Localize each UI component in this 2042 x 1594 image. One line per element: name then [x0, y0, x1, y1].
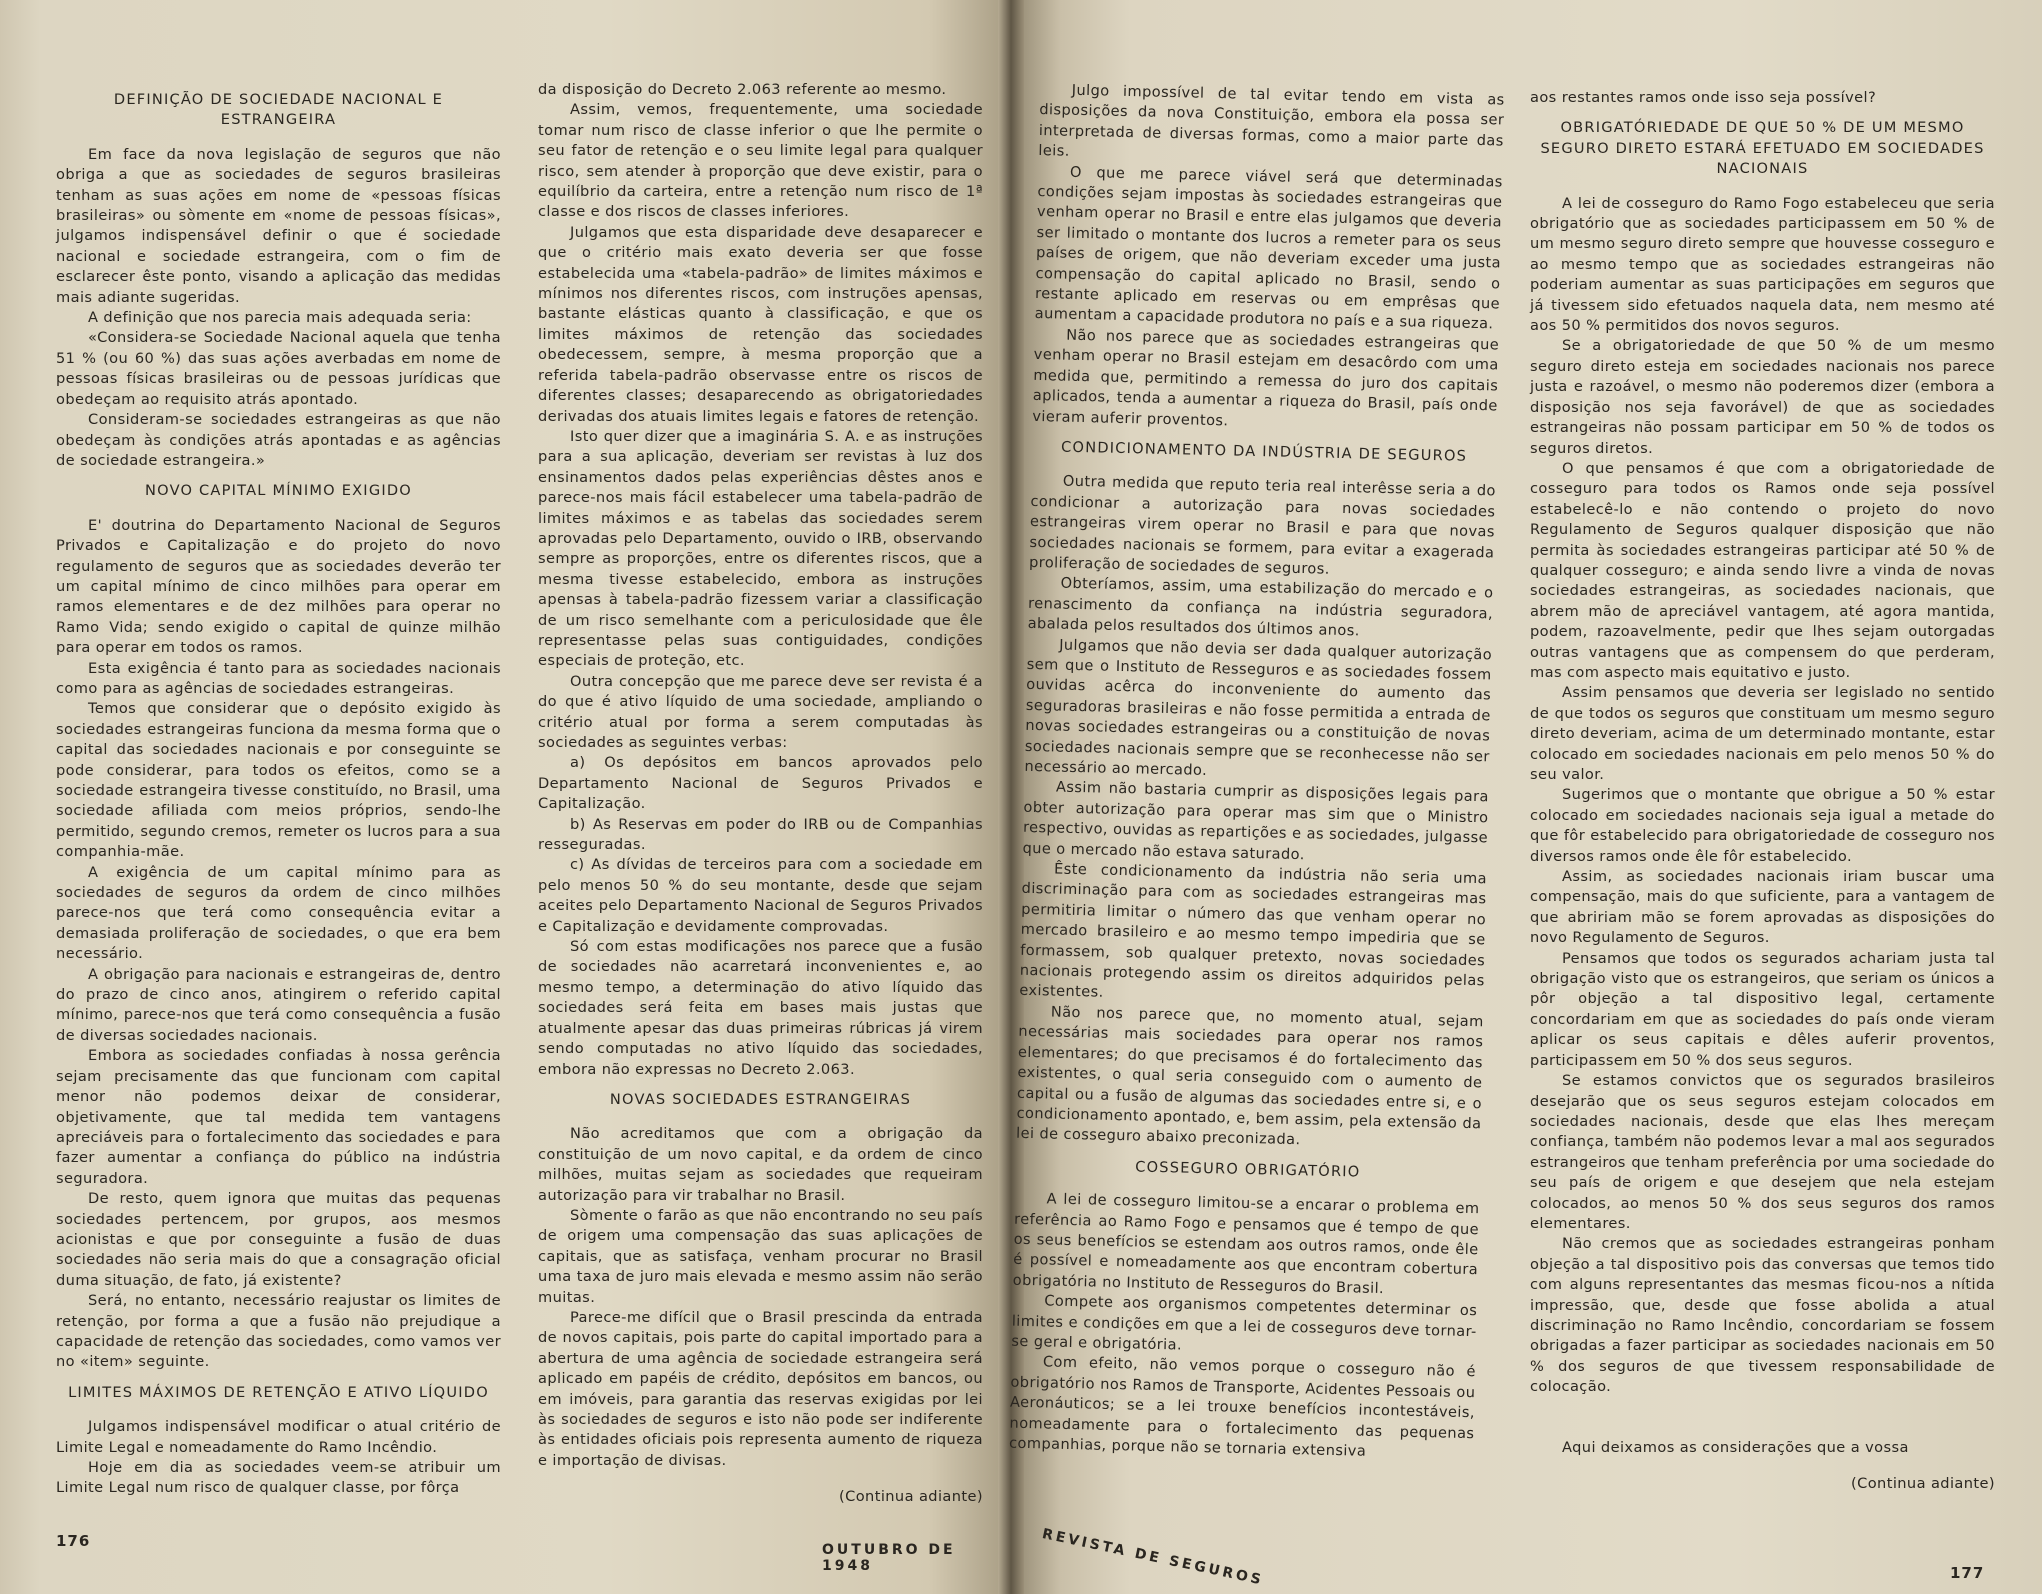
paragraph: Julgamos que não devia ser dada qualquer autorização sem que o Instituto de Resseguros e as sociedades fossem ouvidas acêrca do inconveniente do aumento das seguradoras brasileiras e não fosse permitida a entrada de novas sociedades estrangeiras ou a constituição de novas sociedades nacionais sempre que se reconhecesse não ser necessário ao mercado. — [1024, 636, 1493, 779]
page-number-right: 177 — [1950, 1564, 1985, 1582]
paragraph: Compete aos organismos competentes determinar os limites e condições em que a lei de cosseguros deve tornar-se geral e obrigatória. — [1011, 1292, 1478, 1354]
paragraph: Sugerimos que o montante que obrigue a 50 % estar colocado em sociedades nacionais seja igual a metade do que fôr estabelecido para obrigatoriedade de cosseguro nos diversos ramos onde êle fôr estabelecido. — [1530, 786, 1995, 865]
left-page — [0, 0, 1010, 1594]
paragraph: Obteríamos, assim, uma estabilização do mercado e o renascimento da confiança na indústria seguradora, abalada pelos resultados dos últimos anos. — [1027, 574, 1494, 640]
paragraph: Em face da nova legislação de seguros que não obriga a que as sociedades de seguros brasileiras tenham as suas ações em nome de «pessoas físicas brasileiras» ou sòmente em «nome de pessoas físicas», julgamos indispensável definir o que é sociedade nacional e sociedade estrangeira, com o fim de esclarecer êste ponto, visando a aplicação das medidas mais adiante sugeridas. — [56, 145, 501, 306]
paragraph: Embora as sociedades confiadas à nossa gerência sejam precisamente das que funcionam com capital menor não podemos deixar de considerar, objetivamente, que tal medida tem vantagens apreciáveis para o fortalecimento das sociedades e para fazer aumentar a confiança do público na indústria seguradora. — [56, 1047, 501, 1187]
paragraph: Outra concepção que me parece deve ser revista é a do que é ativo líquido de uma sociedade, ampliando o critério atual por forma a serem computadas às sociedades as seguintes verbas: — [538, 672, 983, 751]
paragraph: b) As Reservas em poder do IRB ou de Companhias resseguradas. — [538, 815, 983, 854]
section-heading: COSSEGURO OBRIGATÓRIO — [1135, 1158, 1361, 1181]
continued-note: (Continua adiante) — [839, 1488, 983, 1506]
paragraph: Se estamos convictos que os segurados brasileiros desejarão que os seus seguros estejam colocados em sociedades nacionais, desde que elas lhes mereçam confiança, também não podemos levar a mal aos segurados estrangeiros que tenham preferência por uma sociedade do seu país de origem e que desejem que nela estejam colocados, ao menos 50 % dos seus seguros dos ramos elementares. — [1530, 1072, 1995, 1232]
section-heading: CONDICIONAMENTO DA INDÚSTRIA DE SEGUROS — [1060, 438, 1468, 465]
paragraph: A obrigação para nacionais e estrangeiras de, dentro do prazo de cinco anos, atingirem o referido capital mínimo, parece-nos que terá como consequência a fusão de diversas sociedades nacionais. — [56, 965, 501, 1044]
paragraph: Temos que considerar que o depósito exigido às sociedades estrangeiras funciona da mesma forma que o capital das sociedades nacionais e por conseguinte se pode considerar, para todos os efeitos, como se a sociedade estrangeira tivesse constituído, no Brasil, uma sociedade afiliada com meios próprios, sendo-lhe permitido, segundo cremos, remeter os lucros para a sua companhia-mãe. — [56, 700, 501, 861]
paragraph: Não cremos que as sociedades estrangeiras ponham objeção a tal dispositivo pois das conversas que temos tido com alguns representantes das mesmas ficou-nos a nítida impressão, que, desde que fosse abolida a atual discriminação no Ramo Incêndio, concordariam se fossem obrigadas a fazer participar as sociedades nacionais em 50 % dos seguros de que tivessem responsabilidade de colocação. — [1530, 1235, 1995, 1396]
paragraph: Êste condicionamento da indústria não seria uma discriminação para com as sociedades estrangeiras mas permitiria limitar o número das que venham operar no mercado brasileiro e ao mesmo tempo impediria que se formassem, sob qualquer pretexto, novas sociedades nacionais protegendo assim os direitos adquiridos pelas existentes. — [1019, 860, 1488, 1002]
paragraph: A lei de cosseguro limitou-se a encarar o problema em referência ao Ramo Fogo e pensamos que é tempo de que os seus benefícios se estendam aos outros ramos, onde êle é possível e nomeadamente aos que encontram cobertura obrigatória no Instituto de Resseguros do Brasil. — [1012, 1190, 1480, 1297]
paragraph: Julgo impossível de tal evitar tendo em vista as disposições da nova Constituição, embora ela possa ser interpretada de diversas formas, como a maior parte das leis. — [1038, 81, 1505, 160]
paragraph: Outra medida que reputo teria real interêsse seria a do condicionar a autorização para novas sociedades estrangeiras virem operar no Brasil e para que novas sociedades nacionais se formem, para evitar a exagerada proliferação de sociedades de seguros. — [1028, 472, 1496, 578]
spacer — [1530, 1398, 1995, 1438]
paragraph: Não acreditamos que com a obrigação da constituição de um novo capital, e da ordem de cinco milhões, muitas sejam as sociedades que requeiram autorização para vir trabalhar no Brasil. — [538, 1125, 983, 1204]
page-number-left: 176 — [56, 1532, 91, 1550]
section-heading: NOVAS SOCIEDADES ESTRANGEIRAS — [609, 1090, 912, 1108]
paragraph: Julgamos indispensável modificar o atual critério de Limite Legal e nomeadamente do Ramo Incêndio. — [56, 1418, 501, 1456]
paragraph: A exigência de um capital mínimo para as sociedades de seguros da ordem de cinco milhões parece-nos que terá como consequência evitar a demasiada proliferação de sociedades, o que era bem necessário. — [56, 863, 501, 963]
paragraph: Com efeito, não vemos porque o cosseguro não é obrigatório nos Ramos de Transporte, Acidentes Pessoais ou Aeronáuticos; se a lei trouxe benefícios incontestáveis, nomeadamente para o fortalecimento das pequenas companhias, porque não se tornaria extensiva — [1008, 1353, 1476, 1460]
paragraph: De resto, quem ignora que muitas das pequenas sociedades pertencem, por grupos, aos mesmos acionistas e que por conseguinte a fusão de duas sociedades não seria mais do que a consagração oficial duma situação, de fato, já existente? — [56, 1190, 501, 1289]
paragraph: Julgamos que esta disparidade deve desaparecer e que o critério mais exato deveria ser que fosse estabelecida uma «tabela-padrão» de limites máximos e mínimos nos diferentes riscos, com instruções apensas, bastante elásticas quanto à classificação, e que os limites máximos de retenção das sociedades obedecessem, sempre, à mesma proporção que a referida tabela-padrão observasse entre os riscos de diferentes classes; desaparecendo as obrigatoriedades derivadas dos atuais limites legais e fatores de retenção. — [538, 223, 983, 425]
paragraph: Consideram-se sociedades estrangeiras as que não obedeçam às condições atrás apontadas e as agências de sociedade estrangeira.» — [56, 411, 501, 469]
paragraph: Parece-me difícil que o Brasil prescinda da entrada de novos capitais, pois parte do capital importado para a abertura de uma agência de sociedade estrangeira será aplicado em papéis de crédito, depósitos em bancos, ou em imóveis, para garantia das reservas exigidas por lei às sociedades de seguros e isto não pode ser indiferente às entidades oficiais pois representa aumento de riqueza e importação de divisas. — [538, 1308, 983, 1469]
paragraph: Assim, vemos, frequentemente, uma sociedade tomar num risco de classe inferior o que lhe permite o seu fator de retenção e o seu limite legal para qualquer risco, sem atender à proporção que deve existir, para o equilíbrio da carteira, entre a retenção num risco de 1ª classe e dos riscos de classes inferiores. — [538, 101, 983, 221]
continued-note: (Continua adiante) — [1851, 1475, 1995, 1492]
paragraph: «Considera-se Sociedade Nacional aquela que tenha 51 % (ou 60 %) das suas ações averbadas em nome de pessoas físicas brasileiras ou de pessoas jurídicas que obedeçam ao requisito atrás apontado. — [56, 329, 501, 408]
paragraph: a) Os depósitos em bancos aprovados pelo Departamento Nacional de Seguros Privados e Capitalização. — [538, 754, 983, 813]
paragraph: Será, no entanto, necessário reajustar os limites de retenção, por forma a que a fusão não prejudique a capacidade de retenção das sociedades, como vamos ver no «item» seguinte. — [56, 1292, 501, 1371]
paragraph: Se a obrigatoriedade de que 50 % de um mesmo seguro direto esteja em sociedades nacionais nos parece justa e razoável, o mesmo não poderemos dizer (embora a disposição nos seja favorável) de que as sociedades estrangeiras não possam participar em 50 % de todos os seguros diretos. — [1530, 337, 1995, 457]
section-heading: LIMITES MÁXIMOS DE RETENÇÃO E ATIVO LÍQUIDO — [68, 1383, 489, 1401]
paragraph: E' doutrina do Departamento Nacional de Seguros Privados e Capitalização e do projeto do novo regulamento de seguros que as sociedades deverão ter um capital mínimo de cinco milhões para operar em ramos elementares e de dez milhões para operar no Ramo Vida; sendo exigido o capital de quinze milhão para operar em todos os ramos. — [56, 516, 501, 657]
paragraph: Esta exigência é tanto para as sociedades nacionais como para as agências de sociedades estrangeiras. — [56, 659, 501, 697]
paragraph: Aqui deixamos as considerações que a vossa — [1562, 1438, 1909, 1456]
paragraph: Isto quer dizer que a imaginária S. A. e as instruções para a sua aplicação, deveriam ser revistas à luz dos ensinamentos dados pelas experiências dêstes anos e parece-nos mais fácil estabelecer uma tabela-padrão de limites máximos e as tabelas das sociedades serem aprovadas pelo Departamento, ouvido o IRB, observando sempre as proporções, entre os diferentes riscos, que a mesma tivesse estabelecido, embora as instruções apensas à tabela-padrão fizessem variar a classificação de um risco semelhante com a periculosidade que êle representasse pelas suas contiguidades, condições especiais de proteção, etc. — [538, 427, 983, 670]
footer-magazine-title: REVISTA DE SEGUROS — [1040, 1526, 1266, 1589]
paragraph: Não nos parece que, no momento atual, sejam necessárias mais sociedades para operar nos ramos elementares; do que precisamos é do fortalecimento das existentes, o qual seria conseguido com o aumento de capital ou a fusão de algumas das sociedades entre si, e o condicionamento apontado, e, bem assim, pela extensão da lei de cosseguro abaixo preconizada. — [1015, 1003, 1484, 1149]
paragraph: Não nos parece que as sociedades estrangeiras que venham operar no Brasil estejam em desacôrdo com uma medida que, permitindo a remessa do juro dos capitais aplicados, tenda a aumentar a riqueza do Brasil, país onde vieram auferir proventos. — [1032, 326, 1500, 429]
paragraph: Assim pensamos que deveria ser legislado no sentido de que todos os seguros que constituam um mesmo seguro direto deveriam, acima de um determinado montante, estar colocado em sociedades nacionais em pelo menos 50 % do seu valor. — [1530, 684, 1995, 783]
right-column-1 — [1009, 80, 1505, 1465]
paragraph: O que me parece viável será que determinadas condições sejam impostas às sociedades estrangeiras que venham operar no Brasil e entre elas julgamos que deveria ser limitado o montante dos lucros a remeter para os seus países de origem, que não deveriam exceder uma justa compensação do capital aplicado no Brasil, sendo o restante aplicado em reservas ou em emprêsas que aumentam a capacidade produtora no país e a sua riqueza. — [1034, 163, 1504, 333]
paragraph: c) As dívidas de terceiros para com a sociedade em pelo menos 50 % do seu montante, desde que sejam aceites pelo Departamento Nacional de Seguros Privados e Capitalização e devidamente comprovadas. — [538, 856, 983, 935]
section-heading: OBRIGATÓRIEDADE DE QUE 50 % DE UM MESMO SEGURO DIRETO ESTARÁ EFETUADO EM SOCIEDADES NACIONAIS — [1540, 119, 1985, 178]
right-column-2 — [1530, 88, 1995, 1494]
paragraph: Assim, as sociedades nacionais iriam buscar uma compensação, mais do que suficiente, para a vantagem de que abririam mão se forem aprovadas as disposições do novo Regulamento de Seguros. — [1530, 868, 1995, 947]
left-column-2 — [538, 80, 983, 1508]
paragraph: aos restantes ramos onde isso seja possível? — [1530, 89, 1877, 106]
paragraph: O que pensamos é que com a obrigatoriedade de cosseguro para todos os Ramos onde seja possível estabelecê-lo e não contendo o projeto do novo Regulamento de Seguros qualquer disposição que não permita às sociedades estrangeiras participar até 50 % de qualquer cosseguro; e ainda sendo livre a vinda de novas sociedades estrangeiras, as sociedades nacionais, que abrem mão de apreciável vantagem, até agora mantida, podem, razoavelmente, pedir que lhes sejam outorgadas outras vantagens que as compensem do que perderam, mas com aspecto mais equitativo e justo. — [1530, 459, 1995, 681]
section-heading: DEFINIÇÃO DE SOCIEDADE NACIONAL E ESTRANGEIRA — [113, 91, 444, 129]
paragraph: Só com estas modificações nos parece que a fusão de sociedades não acarretará inconvenientes e, ao mesmo tempo, a determinação do ativo líquido das sociedades será feita em bases mais justas que atualmente apesar das duas primeiras rúbricas já virem sendo computadas no ativo líquido das sociedades, embora não expressas no Decreto 2.063. — [538, 938, 983, 1078]
paragraph: A definição que nos parecia mais adequada seria: — [88, 309, 472, 327]
footer-issue-date: OUTUBRO DE 1948 — [822, 1542, 956, 1574]
section-heading: NOVO CAPITAL MÍNIMO EXIGIDO — [145, 482, 412, 500]
paragraph: Hoje em dia as sociedades veem-se atribuir um Limite Legal num risco de qualquer classe, por fôrça — [56, 1459, 501, 1497]
paragraph: A lei de cosseguro do Ramo Fogo estabeleceu que seria obrigatório que as sociedades participassem em 50 % de um mesmo seguro direto sempre que houvesse cosseguro e ao mesmo tempo que as sociedades estrangeiras não poderiam aumentar as suas participações em seguros que já tivessem sido efetuados naquela data, nem mesmo até aos 50 % permitidos dos novos seguros. — [1530, 194, 1995, 335]
paragraph: Pensamos que todos os segurados achariam justa tal obrigação visto que os estrangeiros, que seriam os únicos a pôr objeção a tal dispositivo legal, certamente concordariam em que as sociedades do país onde vieram aplicar os seus capitais e dêles auferir proventos, participassem em 50 % dos seus seguros. — [1530, 949, 1995, 1069]
paragraph: Assim não bastaria cumprir as disposições legais para obter autorização para operar mas sim que o Ministro respectivo, ouvidas as repartições e as sociedades, julgasse que o mercado não estava saturado. — [1022, 778, 1490, 863]
paragraph: Sòmente o farão as que não encontrando no seu país de origem uma compensação das suas aplicações de capitais, que as satisfaça, venham procurar no Brasil uma taxa de juro mais elevada e mesmo assim não serão muitas. — [538, 1206, 983, 1306]
paragraph: da disposição do Decreto 2.063 referente ao mesmo. — [538, 81, 947, 98]
left-column-1 — [56, 80, 501, 1499]
